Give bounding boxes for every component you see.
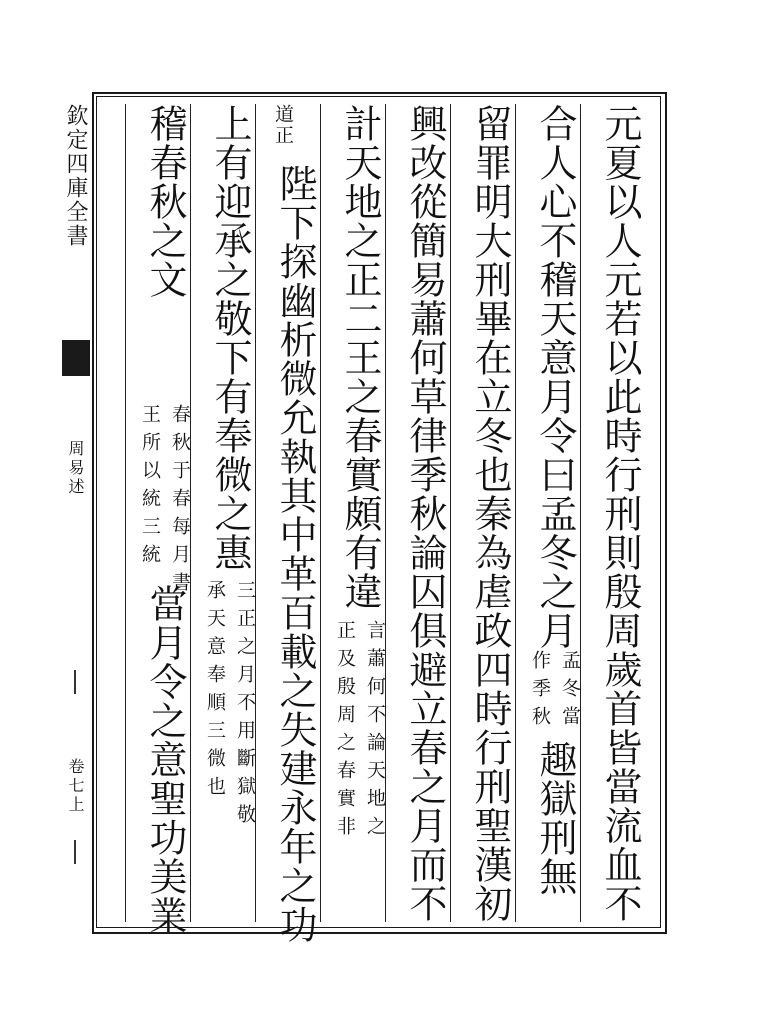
text-column-6: 陛下探幽析微允執其中革百載之失建永年之功 xyxy=(273,164,317,944)
raised-head-marker: 道正 xyxy=(272,104,294,146)
annotation-right: 言蕭何不論天地之 xyxy=(364,620,386,844)
annotation-right: 春秋于春每月書 xyxy=(169,404,191,600)
text-column-2: 合人心不稽天意月令曰孟冬之月 xyxy=(533,104,577,650)
annotation-left: 承天意奉順三微也 xyxy=(204,580,226,804)
text-column-5: 計天地之正二王之春實頗有違 xyxy=(338,104,382,611)
margin-rule-mark xyxy=(74,670,76,694)
annotation-right: 三正之月不用斷獄敬 xyxy=(234,580,256,832)
page-label: 卷七上 xyxy=(66,758,85,815)
annotation-right: 孟冬當 xyxy=(559,650,581,734)
text-column-7: 上有迎承之敬下有奉微之惠 xyxy=(208,104,252,572)
annotation-left: 正及殷周之春實非 xyxy=(334,620,356,844)
text-column-4: 興改從簡易蕭何草律季秋論囚俱避立春之月而不 xyxy=(403,104,447,923)
column-rule xyxy=(125,104,126,922)
annotation-left: 王所以統三統 xyxy=(139,404,161,572)
margin-rule-mark xyxy=(74,840,76,864)
collection-title: 欽定四庫全書 xyxy=(63,104,88,248)
book-title: 周易述 xyxy=(66,440,85,497)
annotation-left: 作季秋 xyxy=(529,650,551,734)
text-column-8: 稽春秋之文 xyxy=(143,104,187,299)
text-column-1: 元夏以人元若以此時行刑則殷周歲首皆當流血不 xyxy=(598,104,642,923)
text-column-8-tail: 當月令之意聖功美業 xyxy=(143,584,187,935)
text-column-2-tail: 趣獄刑無 xyxy=(533,740,577,896)
fishtail-mark xyxy=(62,340,90,376)
text-column-3: 留罪明大刑畢在立冬也秦為虐政四時行刑聖漢初 xyxy=(468,104,512,923)
